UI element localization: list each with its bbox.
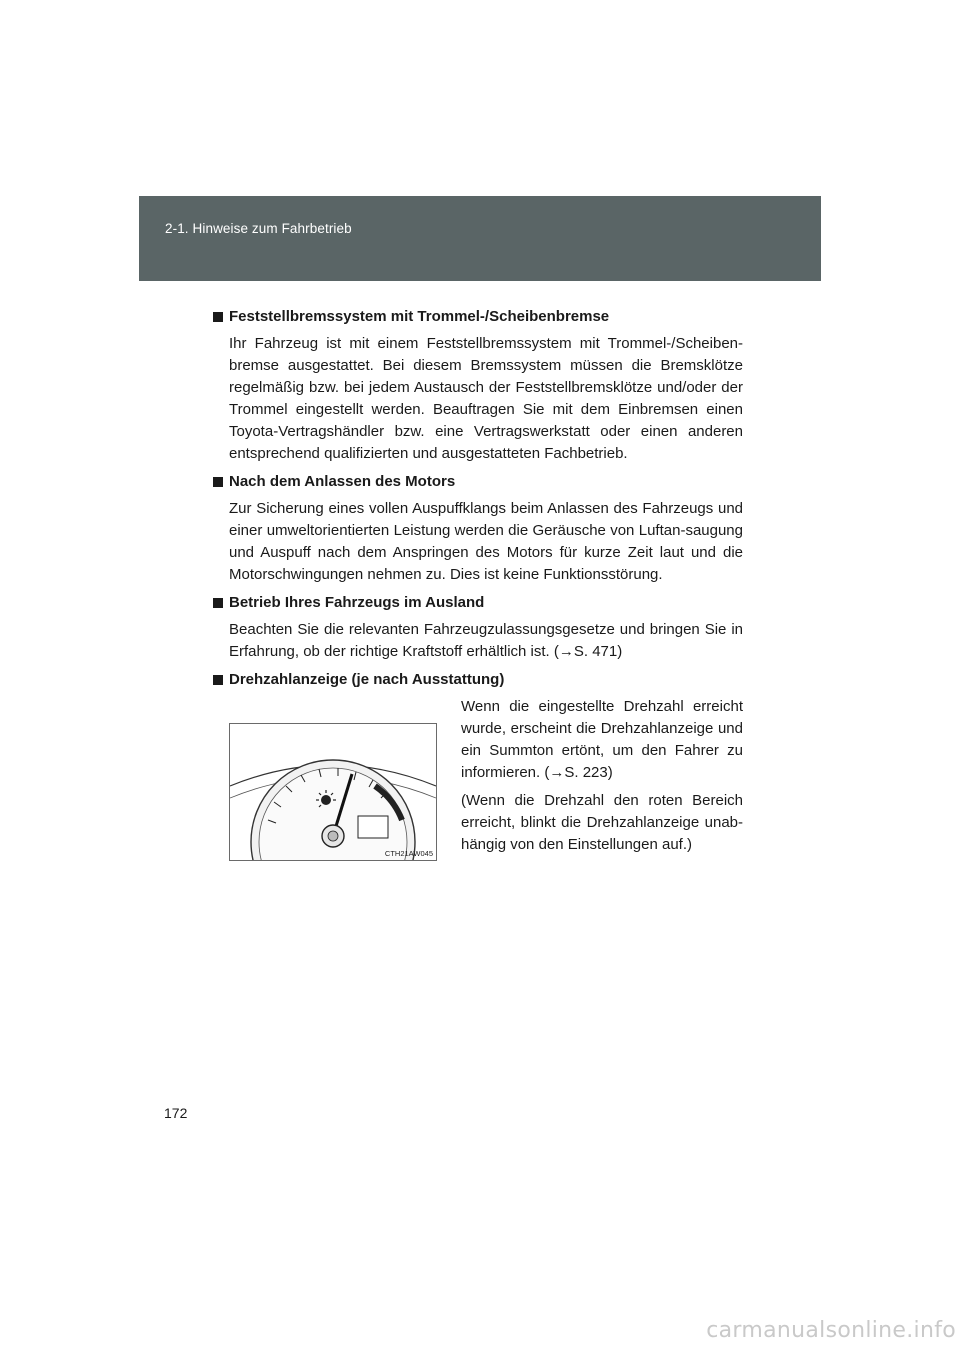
section-body: Zur Sicherung eines vollen Auspuffklangs beim Anlassen des Fahrzeugs und einer umweltorientierten Leistung werden die Geräusche von Luftan-saugung und Auspuff nach dem Anspringen des Motors für kurze Zeit laut und die Motorschwingungen nehmen zu. Dies ist keine Funktionsstörung.: [229, 500, 743, 583]
section-heading: [211, 471, 743, 493]
watermark: carmanualsonline.info: [706, 1318, 956, 1343]
chapter-header-band: [139, 196, 821, 281]
square-bullet-icon: [213, 312, 223, 322]
square-bullet-icon: [213, 477, 223, 487]
page-content: [211, 306, 743, 858]
chapter-title: 2-1. Hinweise zum Fahrbetrieb: [165, 221, 352, 236]
figure-text-2: (Wenn die Drehzahl den roten Bereich erreicht, blinkt die Drehzahlanzeige unab-hängig von den Einstellungen auf.): [461, 792, 743, 853]
tachometer-illustration: [229, 723, 437, 861]
section-heading-text: Betrieb Ihres Fahrzeugs im Ausland: [229, 594, 485, 611]
section-body: Ihr Fahrzeug ist mit einem Feststellbremssystem mit Trommel-/Scheiben-bremse ausgestattet. Bei diesem Bremssystem müssen die Bremsklötze regelmäßig bzw. bei jedem Austausch der Feststellbremsklötze und/oder der Trommel eingestellt werden. Beauftragen Sie mit dem Einbremsen einen Toyota-Vertragshändler bzw. eine Vertragswerkstatt oder einen anderen entsprechend qualifizierten und ausgestatteten Fachbetrieb.: [229, 335, 743, 462]
section-rpm-indicator: [211, 669, 743, 858]
figure-row: [211, 696, 743, 858]
page-number: 172: [164, 1105, 188, 1121]
section-heading: [211, 592, 743, 614]
square-bullet-icon: [213, 675, 223, 685]
section-heading-text: Feststellbremssystem mit Trommel-/Scheibenbremse: [229, 308, 610, 325]
section-heading: [211, 306, 743, 328]
section-heading: [211, 669, 743, 691]
figure-caption: [461, 696, 743, 862]
section-abroad: [211, 592, 743, 663]
section-heading-text: Drehzahlanzeige (je nach Ausstattung): [229, 671, 505, 688]
figure-code: CTH21AW045: [384, 849, 433, 858]
section-body: Beachten Sie die relevanten Fahrzeugzulassungsgesetze und bringen Sie in Erfahrung, ob der richtige Kraftstoff erhältlich ist. (→S. 471): [229, 621, 743, 660]
section-heading-text: Nach dem Anlassen des Motors: [229, 473, 456, 490]
section-engine-start: [211, 471, 743, 586]
tachometer-drawing: [230, 724, 436, 860]
square-bullet-icon: [213, 598, 223, 608]
section-parking-brake: [211, 306, 743, 465]
figure-text-1: Wenn die eingestellte Drehzahl erreicht wurde, erscheint die Drehzahlanzeige und ein Summton ertönt, um den Fahrer zu informieren. (→S. 223): [461, 698, 743, 781]
